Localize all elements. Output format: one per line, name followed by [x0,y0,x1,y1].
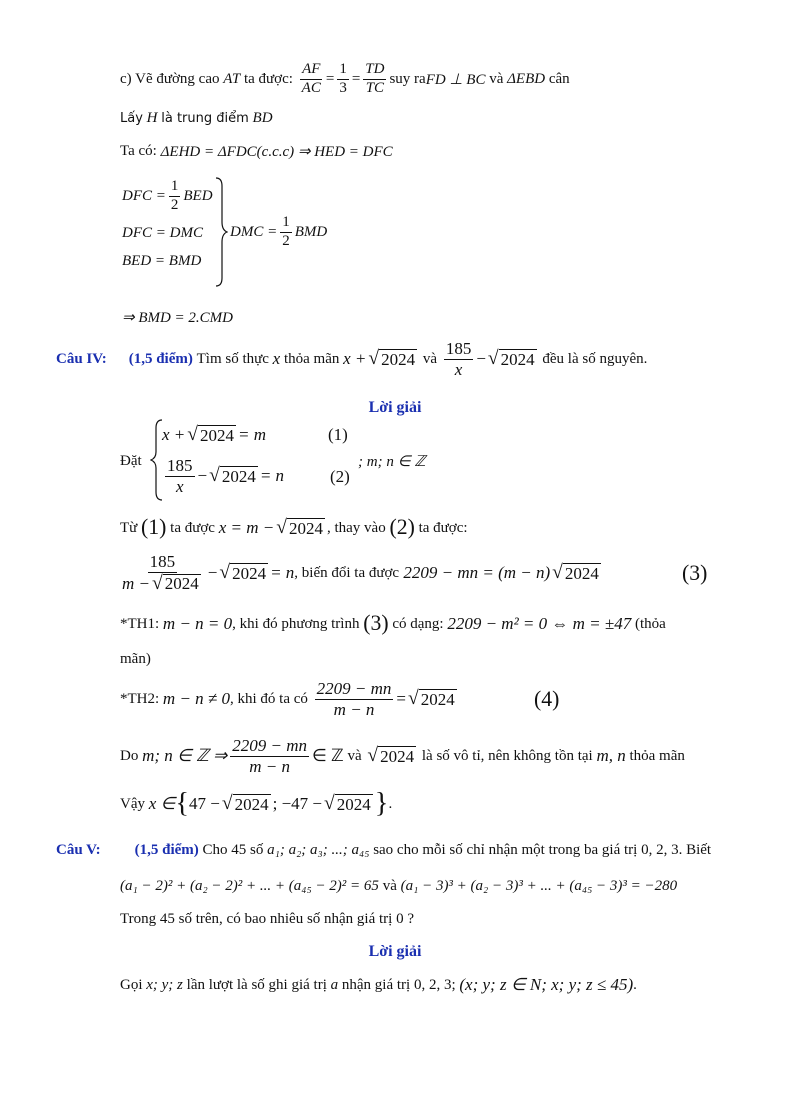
perp-expr: FD ⊥ BC [425,71,486,88]
do-line: Do m; n ∈ ℤ ⇒ $\frac{2209 - mn}{m - n}$ ∈ ℤ và √ 2024 là số vô tỉ, nên không tồn tại m, n thỏa mãn [120,735,685,776]
vay-line: Vậy x ∈ { 47 − √ 2024 ; −47 − √ 2024 } . [120,787,393,819]
tu-1-line: Từ (1) ta được x = m − √ 2024 , thay vào (2) ta được: [120,515,468,540]
document-page: c) Vẽ đường cao AT ta được: $\frac{AF}{AC}$ = $\frac{1}{3}$ = $\frac{TD}{TC}$ suy ra FD ⊥ BC và ΔEBD cân Lấy H là trung điểm BD Ta có: ΔEHD = ΔFDC(c.c.c) ⇒ HED = DFC DFC = $\frac{1}{2}$ BED DFC = DMC BED = BMD DMC = $\frac{1}{2}$ BMD ⇒ BMD = 2.CMD Câu IV: (1,5 điểm) Tìm số thực x thỏa mãn x + √ 2024 và $\frac{185}{x}$ − √ 2024 đều là số nguyên. Lời giải Đặt x + √ 2024 = m (1) $\frac{185}{x}$ − √ 2024 = n (2) ; m; n ∈ ℤ Từ (1) ta được x = m − √ 2024 , thay vào (2) ta được: 185 m − √ 2024 − √ 2024 = n , biến đổi ta được 2209 − mn = (m − n) √ 2024 (3) *TH1: m − n = 0 , khi đó phương trình (3) có dạng: 2209 − m² = 0 ⇔ m = ±47 (thỏa mãn) *TH2: m − n ≠ 0 , khi đó ta có $\frac{2209 - mn}{m - n}$ = √ 2024 (4) Do m; n ∈ ℤ ⇒ $\frac{2209 - mn}{m - n}$ ∈ ℤ và √ 2024 là số vô tỉ, nên không tồn tại m, n thỏa mãn Vậy x ∈ { 47 − √ 2024 ; −47 − √ 2024 } . Câu V: (1,5 điểm) Cho 45 số a₁; a₂; a₃; ...; a₄₅ sao cho mỗi số chỉ nhận một trong ba giá trị 0, 2, 3 . Biết (a₁ − 2)² + (a₂ − 2)² + ... + (a₄₅ − 2)² = 65 và (a₁ − 3)³ + (a₂ − 3)³ + ... + (a₄₅ − 3)³ = −280 Trong 45 số trên, có bao nhiêu số nhận giá trị 0 ? Lời giải Gọi x; y; z lần lượt là số ghi giá trị a nhận giá trị 0, 2, 3; (x; y; z ∈ N; x; y; z ≤ 45) . [0,0,790,1118]
question-iv-points: (1,5 điểm) [128,350,193,367]
conclusion-bmd: ⇒ BMD = 2.CMD [122,309,234,326]
question-v-label: Câu V: [56,841,101,858]
solution-title-iv: Lời giải [368,399,422,416]
tag-4: (4) [534,687,560,712]
lay-h-line: Lấy H là trung điểm BD [120,109,273,126]
question-v: Câu V: (1,5 điểm) Cho 45 số a₁; a₂; a₃; ...; a₄₅ sao cho mỗi số chỉ nhận một trong ba giá trị 0, 2, 3 . Biết [56,841,712,858]
tag-3: (3) [682,561,708,586]
part-c-line: c) Vẽ đường cao AT ta được: $\frac{AF}{AC}$ = $\frac{1}{3}$ = $\frac{TD}{TC}$ suy ra FD ⊥ BC và ΔEBD cân [120,60,570,96]
right-brace [214,176,228,288]
condition-line: (a₁ − 2)² + (a₂ − 2)² + ... + (a₄₅ − 2)² = 65 và (a₁ − 3)³ + (a₂ − 3)³ + ... + (a₄₅ − 3)³ = −280 [120,877,678,894]
triangle-ebd: ΔEBD [507,70,546,87]
fraction-td-tc: $\frac{TD}{TC}$ [365,60,385,96]
congruence-expr: ΔEHD = ΔFDC(c.c.c) ⇒ HED = DFC [160,143,393,160]
suy-ra: suy ra [389,70,426,87]
fraction-af-ac: $\frac{AF}{AC}$ [301,60,321,96]
fraction-one-third: $\frac{1}{3}$ [339,60,347,96]
question-iv: Câu IV: (1,5 điểm) Tìm số thực x thỏa mãn x + √ 2024 và $\frac{185}{x}$ − √ 2024 đều là số nguyên. [56,338,648,379]
at-symbol: AT [223,70,241,87]
can-word: cân [548,70,570,87]
question-iv-label: Câu IV: [56,350,107,367]
question-v-ask: Trong 45 số trên, có bao nhiêu số nhận giá trị 0 ? [120,910,415,927]
part-c-ta-duoc: ta được: [243,70,293,87]
case-1-line: *TH1: m − n = 0 , khi đó phương trình (3) có dạng: 2209 − m² = 0 ⇔ m = ±47 (thỏa [120,611,666,636]
case-2-line: *TH2: m − n ≠ 0 , khi đó ta có $\frac{2209 - mn}{m - n}$ = √ 2024 [120,678,455,719]
goi-line: Gọi x; y; z lần lượt là số ghi giá trị a nhận giá trị 0, 2, 3; (x; y; z ∈ N; x; y; z ≤ 45) . [120,975,637,994]
equation-3-line: 185 m − √ 2024 − √ 2024 = n , biến đổi ta được 2209 − mn = (m − n) √ 2024 [122,551,599,594]
question-v-points: (1,5 điểm) [134,841,199,858]
ta-co-line: Ta có: ΔEHD = ΔFDC(c.c.c) ⇒ HED = DFC [120,142,393,160]
va-word: và [489,70,504,87]
part-c-intro: c) Vẽ đường cao [120,70,220,87]
solution-title-v: Lời giải [368,943,422,960]
